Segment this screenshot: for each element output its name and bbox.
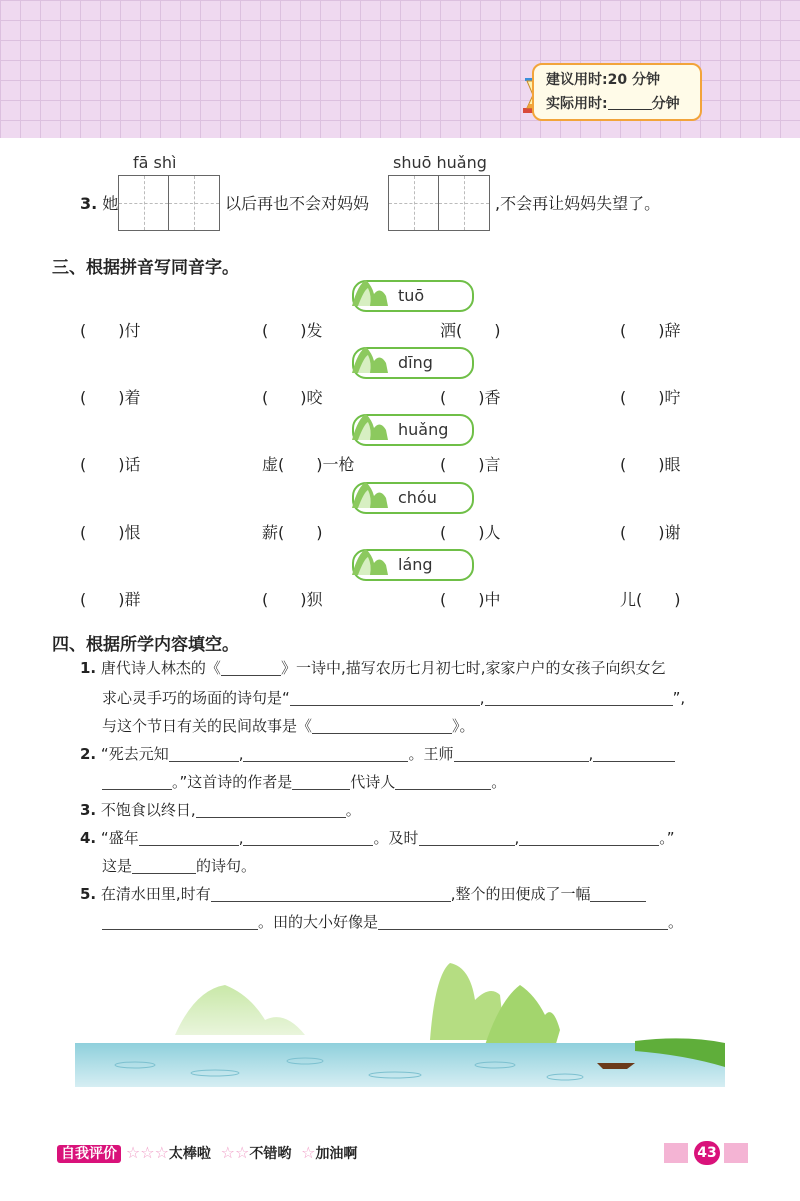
pinyin-badge — [352, 549, 474, 581]
pinyin-text: láng — [398, 555, 433, 574]
homophone-item[interactable]: ( )着 — [80, 388, 141, 407]
blank[interactable] — [593, 745, 675, 762]
homophone-item[interactable]: 虚( )一枪 — [262, 455, 355, 474]
suggested-time: 建议用时:20 分钟 — [546, 72, 660, 88]
pinyin-text: tuō — [398, 286, 425, 305]
q3-middle-text: 以后再也不会对妈妈 — [225, 194, 370, 213]
homophone-item[interactable]: ( )咛 — [620, 388, 681, 407]
pinyin-badge — [352, 414, 474, 446]
grid-cell[interactable] — [389, 176, 439, 230]
writing-grid-2[interactable] — [388, 175, 490, 231]
homophone-item[interactable]: ( )恨 — [80, 523, 141, 542]
q3-label: 3. 她 — [80, 194, 119, 213]
blank[interactable] — [211, 885, 451, 902]
mountain-left — [175, 985, 305, 1035]
blank[interactable] — [395, 773, 491, 790]
time-box — [532, 63, 702, 121]
blank[interactable] — [243, 829, 373, 846]
blank[interactable] — [419, 829, 515, 846]
blank[interactable] — [292, 773, 350, 790]
mountain-icon — [350, 341, 390, 377]
fill-q4-line2: 这是 的诗句。 — [102, 857, 257, 875]
section3-title: 三、根据拼音写同音字。 — [52, 258, 239, 278]
blank[interactable] — [378, 913, 668, 930]
homophone-item[interactable]: ( )付 — [80, 321, 141, 340]
star-icon[interactable]: ☆ — [301, 1143, 316, 1162]
blank[interactable] — [312, 717, 452, 734]
mountain-icon — [350, 274, 390, 310]
mountain-icon — [350, 543, 390, 579]
page-number: 43 — [694, 1141, 720, 1165]
star-icon[interactable]: ☆☆ — [220, 1143, 250, 1162]
blank[interactable] — [102, 913, 258, 930]
blank[interactable] — [590, 885, 646, 902]
pinyin-badge — [352, 280, 474, 312]
actual-time-blank[interactable] — [608, 95, 652, 110]
homophone-item[interactable]: ( )言 — [440, 455, 501, 474]
page-decoration-right — [724, 1143, 748, 1163]
section4-title: 四、根据所学内容填空。 — [52, 635, 239, 655]
homophone-item[interactable]: ( )辞 — [620, 321, 681, 340]
homophone-item[interactable]: ( )眼 — [620, 455, 681, 474]
grid-cell[interactable] — [119, 176, 169, 230]
homophone-item[interactable]: ( )香 — [440, 388, 501, 407]
page-decoration-left — [664, 1143, 688, 1163]
blank[interactable] — [139, 829, 239, 846]
star-icon[interactable]: ☆☆☆ — [125, 1143, 169, 1162]
pinyin-fashi: fā shì — [133, 153, 177, 172]
mountain-icon — [350, 476, 390, 512]
homophone-item[interactable]: 儿( ) — [620, 590, 681, 609]
pinyin-text: dīng — [398, 353, 433, 372]
writing-grid-1[interactable] — [118, 175, 220, 231]
homophone-item[interactable]: ( )谢 — [620, 523, 681, 542]
fill-q4-line1: 4. “盛年 , 。及时 , 。” — [80, 829, 675, 847]
q3-suffix-text: ,不会再让妈妈失望了。 — [495, 194, 661, 213]
fill-q5-line1: 5. 在清水田里,时有 ,整个的田便成了一幅 — [80, 879, 646, 909]
pinyin-badge — [352, 347, 474, 379]
eval-label: 自我评价 — [57, 1145, 121, 1163]
actual-time: 实际用时: 分钟 — [546, 96, 680, 112]
fill-q2-line2: 。”这首诗的作者是 代诗人 。 — [102, 767, 506, 797]
grid-cell[interactable] — [169, 176, 219, 230]
fill-q1-line3: 与这个节日有关的民间故事是《 》。 — [102, 717, 475, 735]
blank[interactable] — [519, 829, 659, 846]
fill-q2-line1: 2. “死去元知 , 。王师 , — [80, 739, 675, 769]
grid-cell[interactable] — [439, 176, 489, 230]
blank[interactable] — [243, 745, 408, 762]
homophone-item[interactable]: ( )狈 — [262, 590, 323, 609]
pinyin-shuohuang: shuō huǎng — [393, 153, 487, 172]
blank[interactable] — [454, 745, 589, 762]
fill-q3: 3. 不饱食以终日, 。 — [80, 801, 361, 819]
fill-q1-line2: 求心灵手巧的场面的诗句是“ , ”, — [102, 689, 686, 707]
blank[interactable] — [290, 689, 480, 706]
blank[interactable] — [196, 801, 346, 818]
homophone-item[interactable]: ( )话 — [80, 455, 141, 474]
fill-q5-line2: 。田的大小好像是 。 — [102, 907, 683, 937]
blank[interactable] — [169, 745, 239, 762]
homophone-item[interactable]: ( )咬 — [262, 388, 323, 407]
blank[interactable] — [485, 689, 673, 706]
blank[interactable] — [132, 857, 196, 874]
homophone-item[interactable]: ( )群 — [80, 590, 141, 609]
homophone-item[interactable]: 薪( ) — [262, 523, 323, 542]
landscape-illustration — [75, 955, 730, 1090]
homophone-item[interactable]: 洒( ) — [440, 321, 501, 340]
homophone-item[interactable]: ( )人 — [440, 523, 501, 542]
pinyin-text: huǎng — [398, 420, 449, 439]
pinyin-badge — [352, 482, 474, 514]
self-evaluation: 自我评价 ☆☆☆太棒啦 ☆☆不错哟 ☆加油啊 — [57, 1143, 357, 1165]
blank[interactable] — [102, 773, 172, 790]
mountain-icon — [350, 408, 390, 444]
blank[interactable] — [221, 659, 281, 676]
pinyin-text: chóu — [398, 488, 437, 507]
homophone-item[interactable]: ( )发 — [262, 321, 323, 340]
fill-q1-line1: 1. 唐代诗人林杰的《 》一诗中,描写农历七月初七时,家家户户的女孩子向织女乞 — [80, 659, 666, 677]
homophone-item[interactable]: ( )中 — [440, 590, 501, 609]
